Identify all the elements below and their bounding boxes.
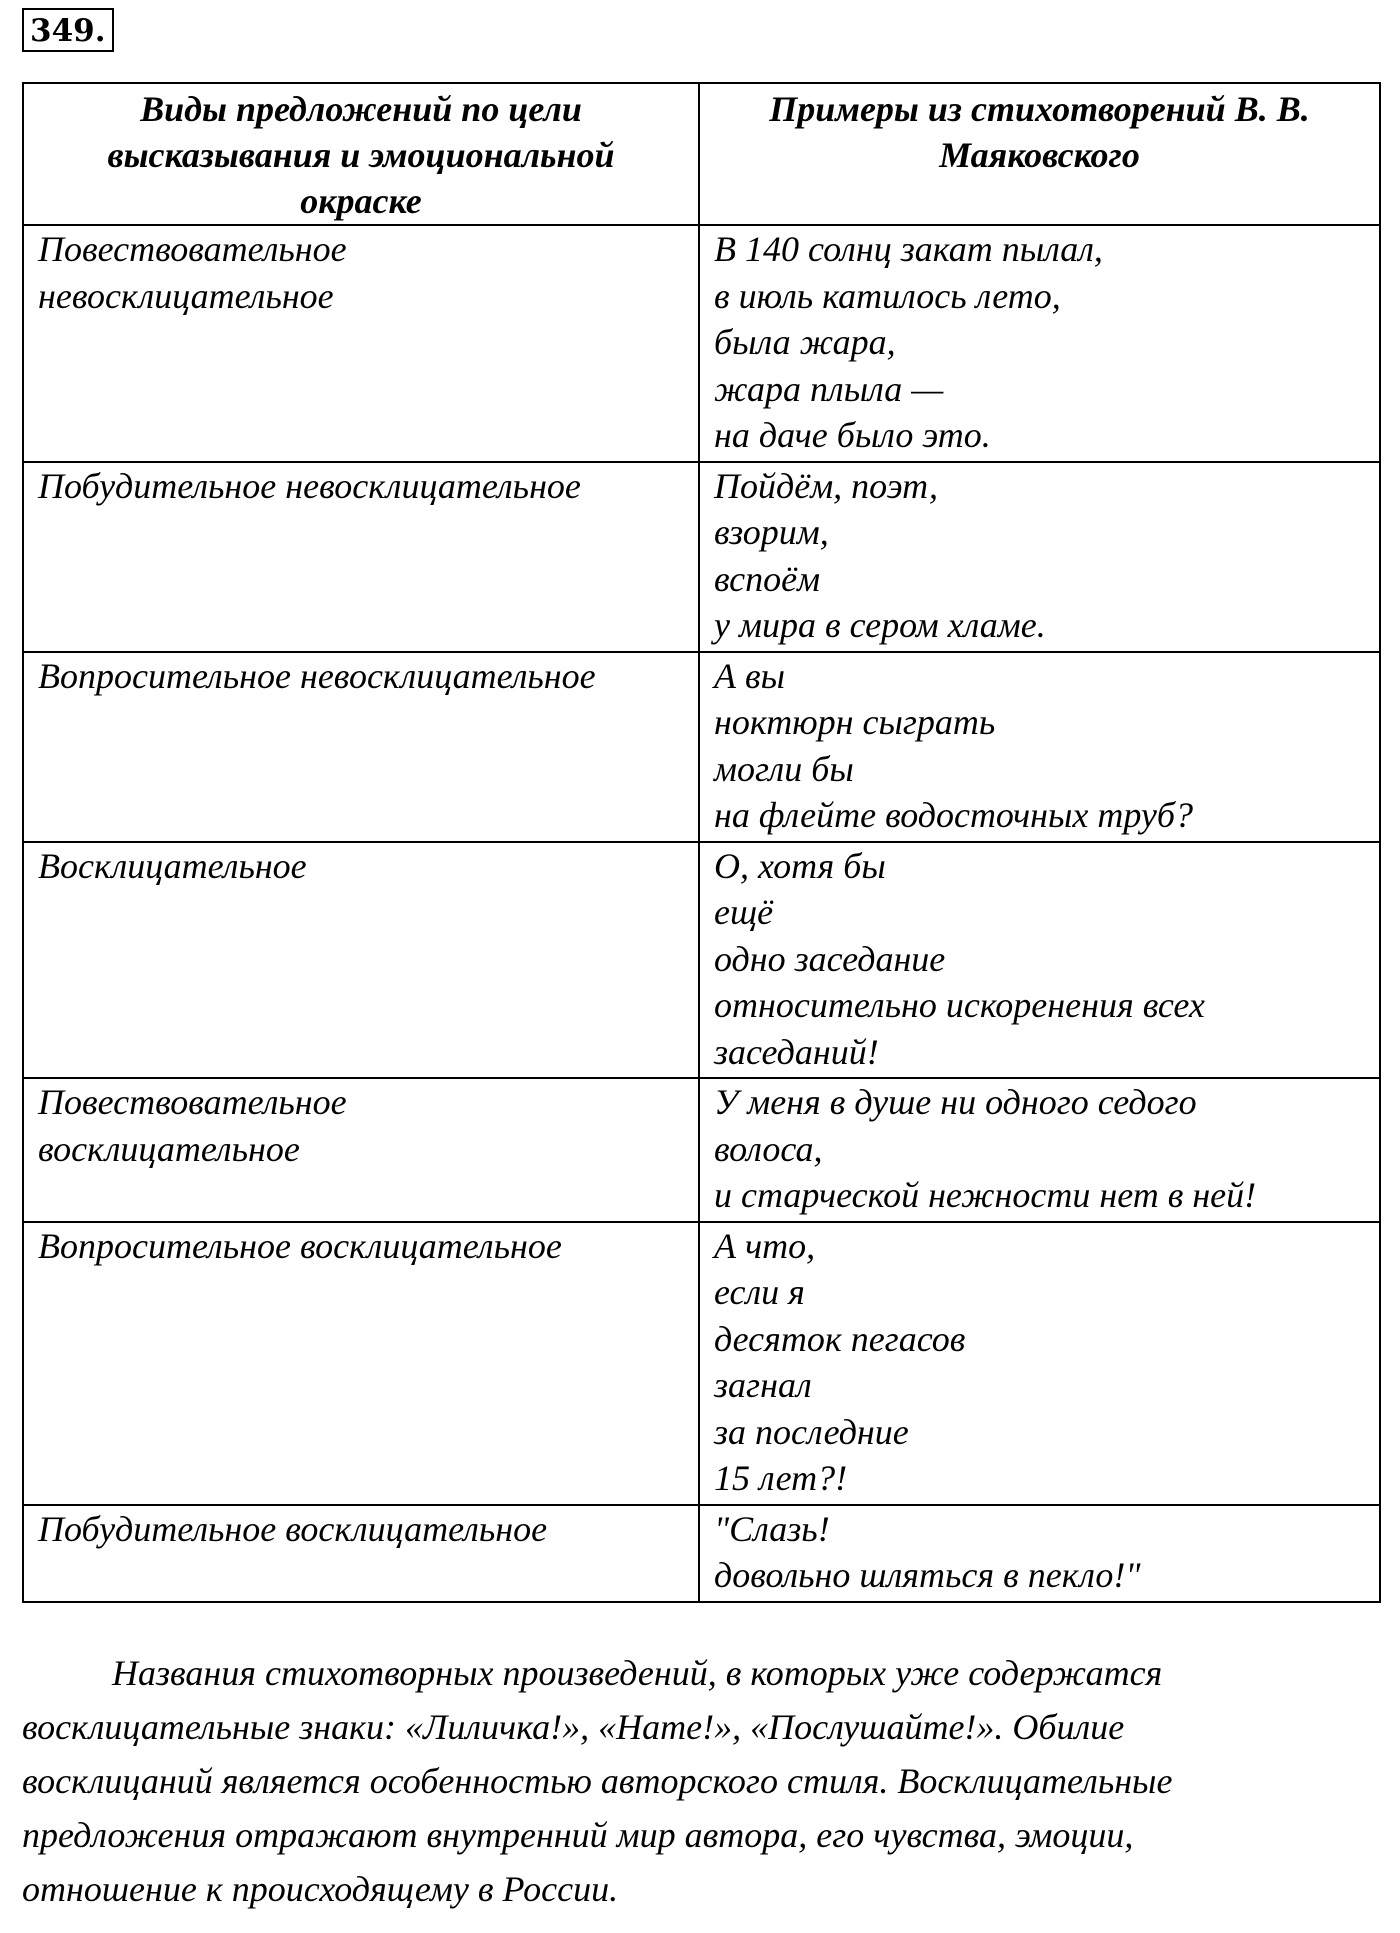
example-line: А что, <box>714 1225 816 1266</box>
example-cell <box>699 1078 1380 1222</box>
table-row <box>23 652 1380 842</box>
paragraph-line: восклицаний является особенностью авторского стиля. Восклицательные <box>22 1761 1173 1801</box>
header-line: Виды предложений по цели <box>140 89 582 129</box>
type-line: Вопросительное восклицательное <box>38 1225 562 1266</box>
example-line: за последние <box>714 1411 909 1452</box>
example-line: была жара, <box>714 322 896 362</box>
example-line: ноктюрн сыграть <box>714 702 996 742</box>
paragraph-line: отношение к происходящему в России. <box>22 1869 619 1909</box>
example-line: У меня в душе ни одного седого <box>714 1082 1197 1122</box>
example-line: А вы <box>714 655 785 696</box>
type-line: Повествовательное <box>38 1082 347 1122</box>
example-cell <box>699 1222 1380 1505</box>
header-cell-examples <box>699 83 1380 225</box>
example-line: взорим, <box>714 512 829 552</box>
type-line: Побудительное восклицательное <box>38 1508 548 1549</box>
example-line: могли бы <box>714 748 854 789</box>
table-row <box>23 1222 1380 1505</box>
example-line: десяток пегасов <box>714 1318 966 1359</box>
table-row <box>23 1078 1380 1222</box>
example-line: 15 лет?! <box>714 1458 848 1498</box>
example-line: и старческой нежности нет в ней! <box>714 1175 1257 1215</box>
header-line: Примеры из стихотворений В. В. <box>769 89 1310 129</box>
example-cell <box>699 225 1380 462</box>
example-cell <box>699 1505 1380 1602</box>
type-cell <box>23 652 699 842</box>
example-line: если я <box>714 1272 805 1312</box>
table-row <box>23 462 1380 652</box>
example-line: О, хотя бы <box>714 845 886 886</box>
example-line: ещё <box>714 892 774 932</box>
example-line: загнал <box>714 1365 812 1405</box>
example-line: на даче было это. <box>714 415 991 455</box>
type-cell <box>23 1078 699 1222</box>
type-cell <box>23 1222 699 1505</box>
type-line: восклицательное <box>38 1128 300 1169</box>
header-cell-types <box>23 83 699 225</box>
type-cell <box>23 462 699 652</box>
type-cell <box>23 1505 699 1602</box>
table-row <box>23 225 1380 462</box>
table-row <box>23 1505 1380 1602</box>
example-line: волоса, <box>714 1128 823 1169</box>
header-line: окраске <box>300 181 422 221</box>
table-row <box>23 842 1380 1079</box>
type-cell <box>23 225 699 462</box>
example-line: вспоём <box>714 558 821 599</box>
example-line: довольно шляться в пекло!" <box>714 1555 1141 1595</box>
conclusion-paragraph <box>22 1646 1382 1916</box>
type-line: Повествовательное <box>38 229 347 269</box>
example-line: Пойдём, поэт, <box>714 465 938 506</box>
example-line: в июль катилось лето, <box>714 275 1061 316</box>
example-line: относительно искоренения всех <box>714 985 1205 1025</box>
example-cell <box>699 652 1380 842</box>
task-number: 349. <box>22 8 114 52</box>
example-cell <box>699 462 1380 652</box>
type-line: Восклицательное <box>38 845 307 886</box>
example-line: на флейте водосточных труб? <box>714 795 1194 835</box>
type-cell <box>23 842 699 1079</box>
example-line: "Слазь! <box>714 1508 830 1549</box>
paragraph-line: предложения отражают внутренний мир автора, его чувства, эмоции, <box>22 1815 1134 1855</box>
header-line: высказывания и эмоциональной <box>107 135 615 175</box>
type-line: Побудительное невосклицательное <box>38 465 581 506</box>
example-line: у мира в сером хламе. <box>714 605 1046 645</box>
example-line: жара плыла — <box>714 368 944 409</box>
header-line: Маяковского <box>939 135 1140 175</box>
example-line: одно заседание <box>714 938 946 979</box>
paragraph-line: Названия стихотворных произведений, в которых уже содержатся <box>112 1653 1163 1693</box>
example-cell <box>699 842 1380 1079</box>
table-header-row <box>23 83 1380 225</box>
example-line: заседаний! <box>714 1031 879 1072</box>
sentence-types-table <box>22 82 1381 1603</box>
type-line: невосклицательное <box>38 275 334 316</box>
type-line: Вопросительное невосклицательное <box>38 655 596 696</box>
example-line: В 140 солнц закат пылал, <box>714 229 1103 269</box>
paragraph-line: восклицательные знаки: «Лиличка!», «Нате!», «Послушайте!». Обилие <box>22 1707 1125 1747</box>
